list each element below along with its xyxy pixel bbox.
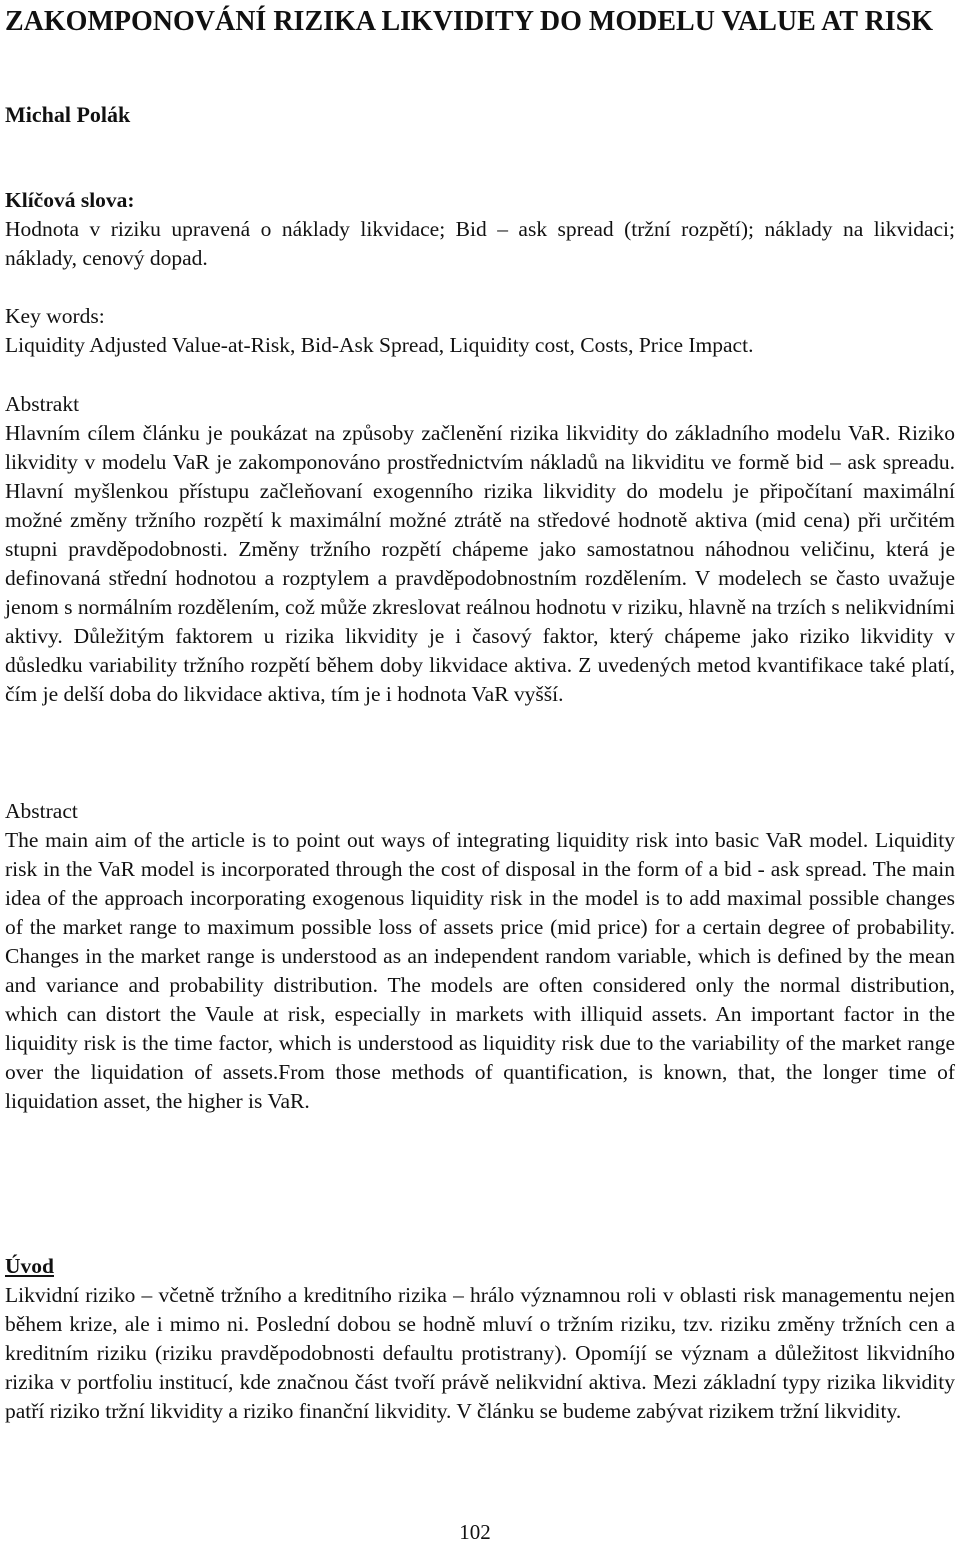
- keywords-en-heading: Key words:: [5, 304, 105, 328]
- intro-heading: Úvod: [5, 1254, 54, 1278]
- keywords-cz-text: Hodnota v riziku upravená o náklady likvidace; Bid – ask spread (tržní rozpětí); náklady na likvidaci; náklady, cenový dopad.: [5, 217, 955, 270]
- keywords-cz-section: [5, 186, 955, 273]
- page-number: 102: [459, 1520, 491, 1544]
- abstract-cz-section: [5, 390, 955, 709]
- abstract-cz-text: Hlavním cílem článku je poukázat na způsoby začlenění rizika likvidity do základního modelu VaR. Riziko likvidity v modelu VaR je zakomponováno prostřednictvím nákladů na likviditu ve formě bid – ask spreadu. Hlavní myšlenkou přístupu začleňovaní exogenního rizika likvidity do modelu je připočítaní maximální možné změny tržního rozpětí k maximální možné ztrátě na středové hodnotě aktiva (mid cena) při určitém stupni pravděpodobnosti. Změny tržního rozpětí chápeme jako samostatnou náhodnou veličinu, která je definovaná střední hodnotou a rozptylem a pravděpodobnostním rozdělením. V modelech se často uvažuje jenom s normálním rozdělením, což může zkreslovat reálnou hodnotu v riziku, hlavně na trzích s nelikvidními aktivy. Důležitým faktorem u rizika likvidity je i časový faktor, který chápeme jako riziko likvidity v důsledku variability tržního rozpětí během doby likvidace aktiva. Z uvedených metod kvantifikace také platí, čím je delší doba do likvidace aktiva, tím je i hodnota VaR vyšší.: [5, 421, 955, 706]
- abstract-cz-heading: Abstrakt: [5, 392, 80, 416]
- keywords-en-text: Liquidity Adjusted Value-at-Risk, Bid-Ask Spread, Liquidity cost, Costs, Price Impact.: [5, 333, 754, 357]
- abstract-en-text: The main aim of the article is to point out ways of integrating liquidity risk into basic VaR model. Liquidity risk in the VaR model is incorporated through the cost of disposal in the form of a bid - ask spread. The main idea of the approach incorporating exogenous liquidity risk in the model is to add maximal possible changes of the market range to maximum possible loss of assets price (mid price) for a certain degree of probability. Changes in the market range is understood as an independent random variable, which is defined by the mean and variance and probability distribution. The models are often considered only the normal distribution, which can distort the Vaule at risk, especially in markets with illiquid assets. An important factor in the liquidity risk is the time factor, which is understood as liquidity risk due to the variability of the market range over the liquidation of assets.From those methods of quantification, is known, that, the longer time of liquidation asset, the higher is VaR.: [5, 828, 955, 1113]
- abstract-en-heading: Abstract: [5, 799, 78, 823]
- author-name: Michal Polák: [5, 102, 131, 127]
- paper-title: ZAKOMPONOVÁNÍ RIZIKA LIKVIDITY DO MODELU VALUE AT RISK: [5, 6, 934, 37]
- abstract-en-section: [5, 797, 955, 1116]
- intro-text: Likvidní riziko – včetně tržního a kreditního rizika – hrálo významnou roli v oblasti risk managementu nejen během krize, ale i mimo ni. Poslední dobou se hodně mluví o tržním riziku, tzv. riziku změny tržních cen a kreditním riziku (riziku pravděpodobnosti defaultu protistrany). Opomíjí se význam a důležitost likvidního rizika v portfoliu institucí, kde značnou část tvoří právě nelikvidní aktiva. Mezi základní typy rizika likvidity patří riziko tržní likvidity a riziko finanční likvidity. V článku se budeme zabývat rizikem tržní likvidity.: [5, 1283, 955, 1423]
- intro-section: [5, 1252, 955, 1426]
- keywords-cz-heading: Klíčová slova:: [5, 188, 135, 212]
- keywords-en-section: [5, 302, 955, 360]
